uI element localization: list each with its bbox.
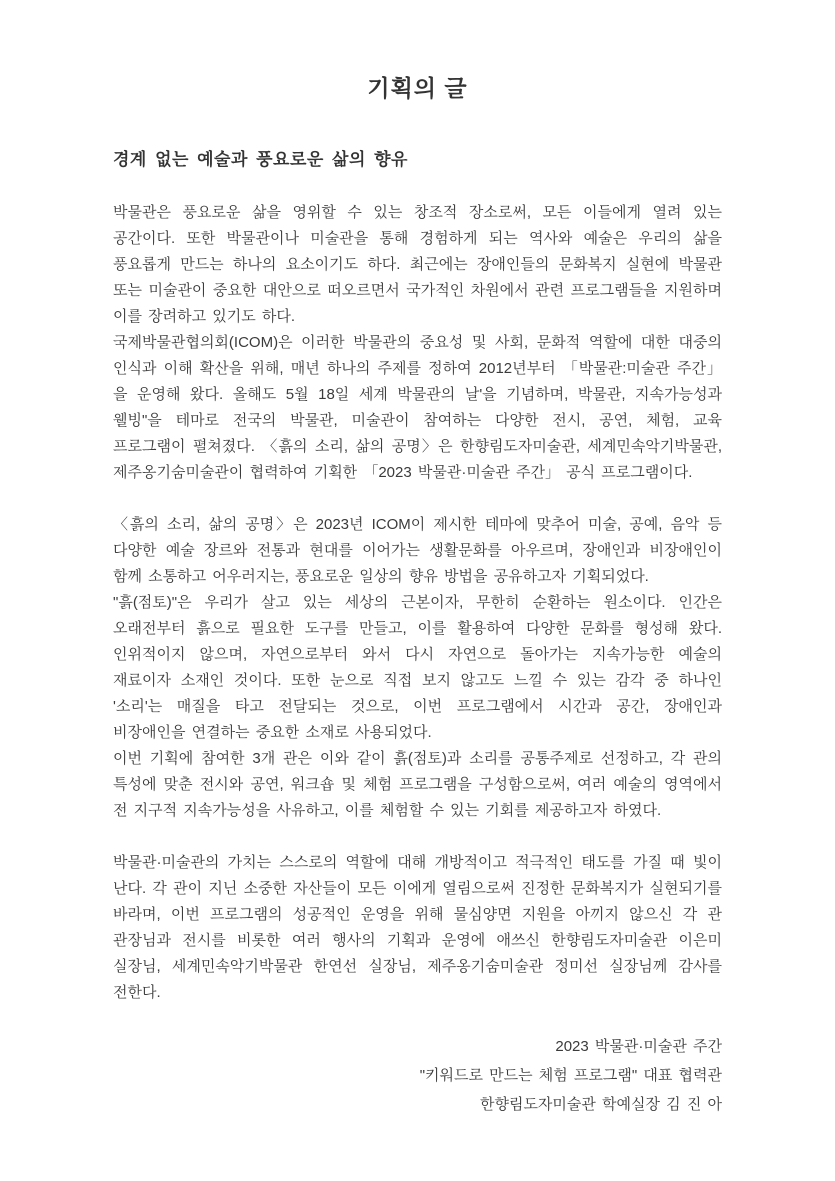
paragraph: 박물관은 풍요로운 삶을 영위할 수 있는 창조적 장소로써, 모든 이들에게 열려 있는 공간이다. 또한 박물관이나 미술관을 통해 경험하게 되는 역사와 예술은 우리의 삶을 풍요롭게 만드는 하나의 요소이기도 하다. 최근에는 장애인들의 문화복지 실현에 박물관 또는 미술관이 중요한 대안으로 떠오르면서 국가적인 차원에서 관련 프로그램들을 지원하며 이를 장려하고 있기도 하다. xyxy=(113,204,722,325)
paragraph-group-3 xyxy=(113,850,722,1006)
signature-line: 2023 박물관·미술관 주간 xyxy=(555,1038,722,1055)
paragraph: 이번 기획에 참여한 3개 관은 이와 같이 흙(점토)과 소리를 공통주제로 선정하고, 각 관의 특성에 맞춘 전시와 공연, 워크숍 및 체험 프로그램을 구성함으로써, 여러 예술의 영역에서 전 지구적 지속가능성을 사유하고, 이를 체험할 수 있는 기회를 제공하고자 하였다. xyxy=(113,750,722,819)
paragraph-group-2 xyxy=(113,512,722,824)
paragraph: 〈흙의 소리, 삶의 공명〉은 2023년 ICOM이 제시한 테마에 맞추어 미술, 공예, 음악 등 다양한 예술 장르와 전통과 현대를 이어가는 생활문화를 아우르며, 장애인과 비장애인이 함께 소통하고 어우러지는, 풍요로운 일상의 향유 방법을 공유하고자 기획되었다. xyxy=(113,516,722,585)
signature-block xyxy=(113,1032,722,1119)
paragraph-group-1 xyxy=(113,200,722,486)
document-content xyxy=(113,0,722,1119)
page-title: 기획의 글 xyxy=(367,75,468,101)
paragraph: 박물관·미술관의 가치는 스스로의 역할에 대해 개방적이고 적극적인 태도를 가질 때 빛이 난다. 각 관이 지닌 소중한 자산들이 모든 이에게 열림으로써 진정한 문화복지가 실현되기를 바라며, 이번 프로그램의 성공적인 운영을 위해 물심양면 지원을 아끼지 않으신 각 관 관장님과 전시를 비롯한 여러 행사의 기획과 운영에 애쓰신 한향림도자미술관 이은미 실장님, 세계민속악기박물관 한연선 실장님, 제주옹기숨미술관 정미선 실장님께 감사를 전한다. xyxy=(113,854,722,1001)
signature-line: "키워드로 만드는 체험 프로그램" 대표 협력관 xyxy=(419,1067,722,1084)
paragraph: "흙(점토)"은 우리가 살고 있는 세상의 근본이자, 무한히 순환하는 원소이다. 인간은 오래전부터 흙으로 필요한 도구를 만들고, 이를 활용하여 다양한 문화를 형성해 왔다. 인위적이지 않으며, 자연으로부터 와서 다시 자연으로 돌아가는 지속가능한 예술의 재료이자 소재인 것이다. 또한 눈으로 직접 보지 않고도 느낄 수 있는 감각 중 하나인 '소리'는 매질을 타고 전달되는 것으로, 이번 프로그램에서 시간과 공간, 장애인과 비장애인을 연결하는 중요한 소재로 사용되었다. xyxy=(113,594,722,741)
section-heading: 경계 없는 예술과 풍요로운 삶의 향유 xyxy=(113,150,408,169)
paragraph: 국제박물관협의회(ICOM)은 이러한 박물관의 중요성 및 사회, 문화적 역할에 대한 대중의 인식과 이해 확산을 위해, 매년 하나의 주제를 정하여 2012년부터 「박물관:미술관 주간」을 운영해 왔다. 올해도 5월 18일 세계 박물관의 날'을 기념하며, 박물관, 지속가능성과 웰빙"을 테마로 전국의 박물관, 미술관이 참여하는 다양한 전시, 공연, 체험, 교육 프로그램이 펼쳐졌다. 〈흙의 소리, 삶의 공명〉은 한향림도자미술관, 세계민속악기박물관, 제주옹기숨미술관이 협력하여 기획한 「2023 박물관·미술관 주간」 공식 프로그램이다. xyxy=(113,334,722,481)
signature-line: 한향림도자미술관 학예실장 김 진 아 xyxy=(479,1096,722,1113)
document-body xyxy=(113,200,722,1119)
